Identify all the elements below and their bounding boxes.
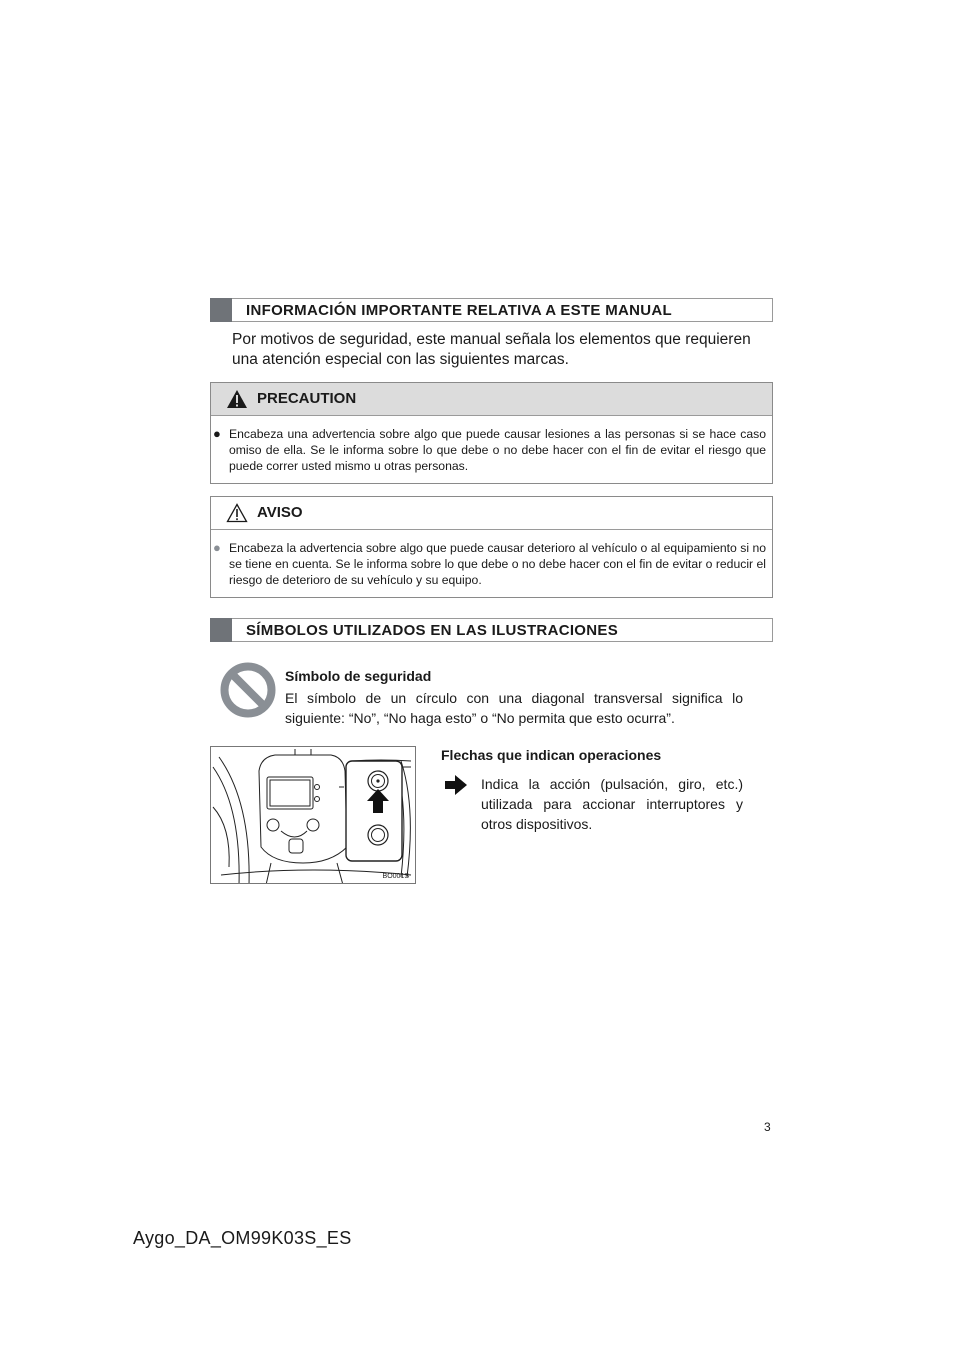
section-header-important-info: [210, 298, 773, 322]
intro-paragraph: Por motivos de seguridad, este manual señala los elementos que requieren una atención especial con las siguientes marcas.: [232, 331, 751, 368]
safety-symbol-description: El símbolo de un círculo con una diagonal transversal significa lo siguiente: “No”, “No haga esto” o “No permita que esto ocurra”.: [285, 690, 743, 726]
warning-triangle-outline-icon: [226, 503, 248, 523]
notice-body: [211, 530, 772, 600]
operation-arrows-description: Indica la acción (pulsación, giro, etc.) utilizada para accionar interruptores y otros dispositivos.: [481, 776, 743, 832]
notice-box: [210, 496, 773, 598]
operation-arrows-title: Flechas que indican operaciones: [441, 747, 662, 763]
dashboard-drawing: [211, 747, 416, 884]
section-header-symbols: [210, 618, 773, 642]
page-number: 3: [764, 1120, 771, 1134]
bullet-icon: ●: [213, 540, 221, 555]
section-tab-marker: [210, 618, 232, 642]
caution-header: [211, 383, 772, 416]
dashboard-illustration: [210, 746, 416, 884]
section-tab-marker: [210, 298, 232, 322]
footer-document-code: Aygo_DA_OM99K03S_ES: [133, 1228, 352, 1248]
notice-title: AVISO: [257, 504, 303, 521]
prohibition-icon: [220, 662, 276, 718]
caution-box: [210, 382, 773, 484]
arrow-right-icon: [445, 775, 467, 795]
notice-header: [211, 497, 772, 530]
caution-text: Encabeza una advertencia sobre algo que puede causar lesiones a las personas si se hace caso omiso de ella. Se le informa sobre lo que debe o no debe hacer con el fin de evitar el riesgo que puede correr usted mismo u otras personas.: [229, 427, 766, 473]
section-title: SÍMBOLOS UTILIZADOS EN LAS ILUSTRACIONES: [246, 622, 619, 639]
bullet-icon: ●: [213, 426, 221, 441]
section-title: INFORMACIÓN IMPORTANTE RELATIVA A ESTE MANUAL: [246, 302, 672, 319]
notice-text: Encabeza la advertencia sobre algo que puede causar deterioro al vehículo o al equipamiento si no se tiene en cuenta. Se le informa sobre lo que debe o no debe hacer con el fin de evitar o reducir el riesgo de deterioro de su vehículo y su equipo.: [229, 541, 766, 587]
caution-body: [211, 416, 772, 486]
caution-title: PRECAUTION: [257, 390, 357, 407]
warning-triangle-icon: [226, 389, 248, 409]
illustration-code: BO001S: [382, 873, 409, 880]
safety-symbol-title: Símbolo de seguridad: [285, 668, 432, 684]
